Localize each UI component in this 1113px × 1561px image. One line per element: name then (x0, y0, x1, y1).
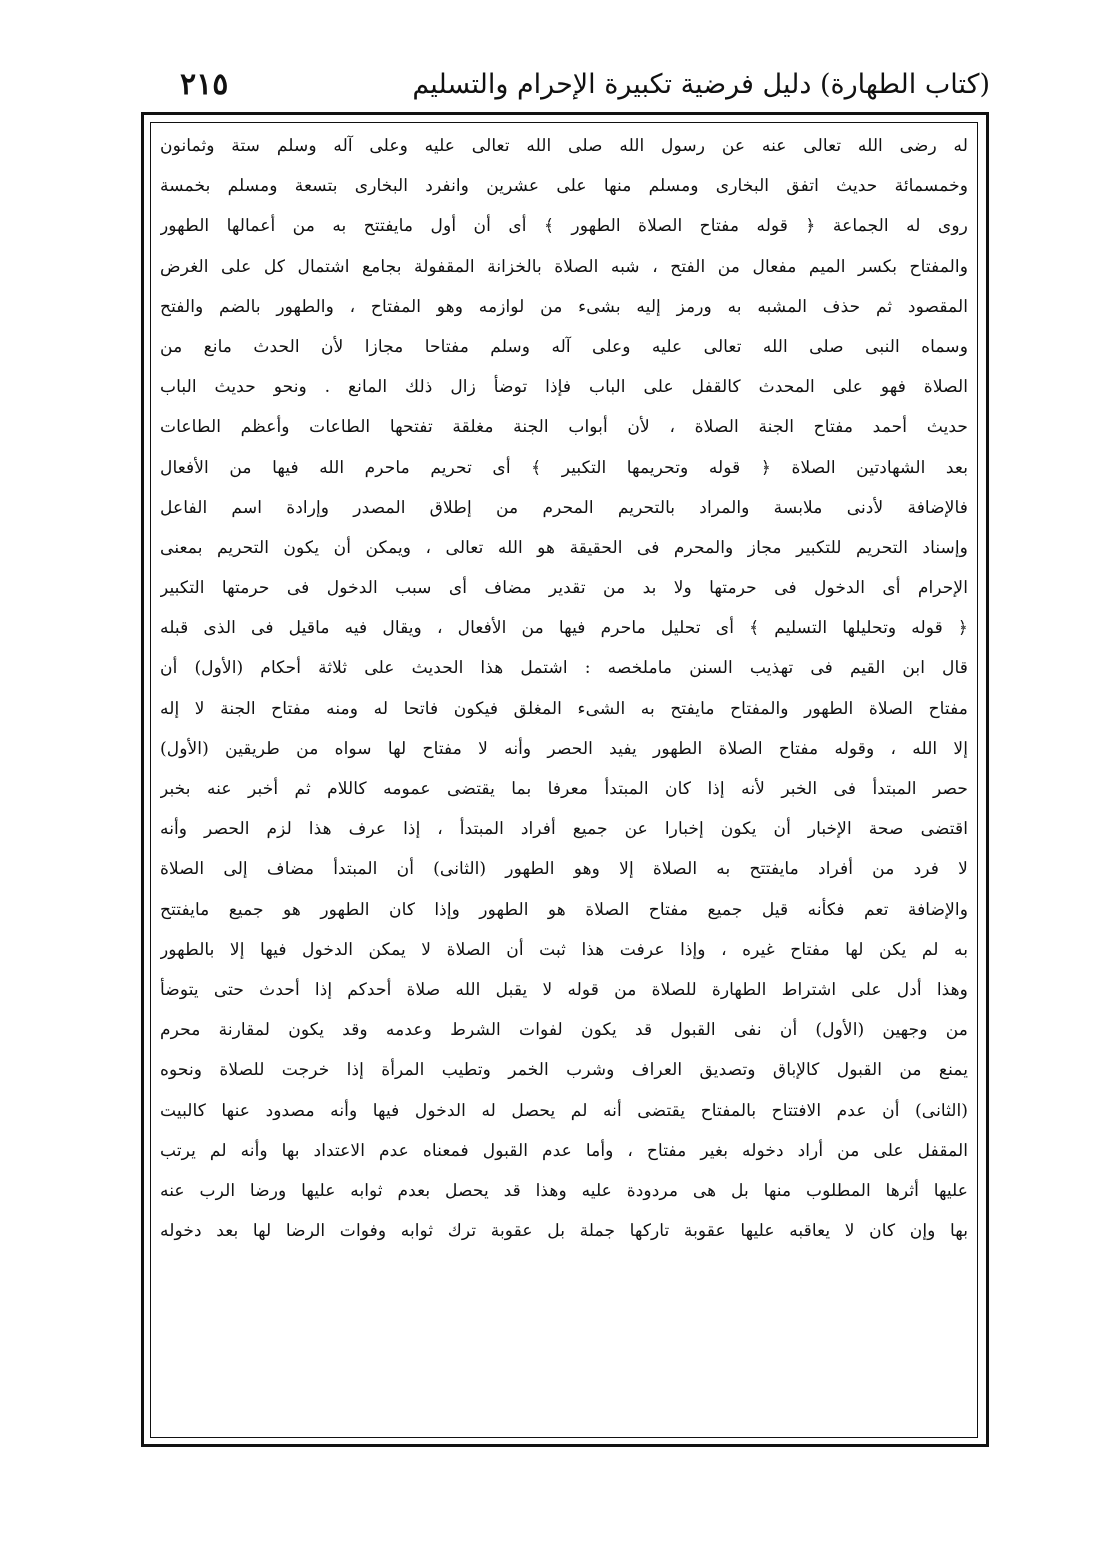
page-number: ٢١٥ (180, 67, 229, 102)
text-line: إلا الله ، وقوله مفتاح الصلاة الطهور يفيد الحصر وأنه لا مفتاح لها سواه من طريقين (الأول) (160, 738, 968, 759)
text-line: (الثانى) أن عدم الافتتاح بالمفتاح يقتضى أنه لم يحصل له الدخول فيها وأنه مصدود عنها كالبيت (160, 1100, 968, 1121)
text-line: مفتاح الصلاة الطهور والمفتاح مايفتح به الشىء المغلق فيكون فاتحا له ومنه مفتاح الجنة لا إله (160, 698, 968, 719)
main-text-block (160, 126, 968, 1431)
text-line: وهذا أدل على اشتراط الطهارة للصلاة من قوله لا يقبل الله صلاة أحدكم إذا أحدث حتى يتوضأ (160, 979, 968, 1000)
text-line: من وجهين (الأول) أن نفى القبول قد يكون لفوات الشرط وعدمه وقد يكون لمقارنة محرم (160, 1020, 968, 1041)
text-line: حديث أحمد مفتاح الجنة الصلاة ، لأن أبواب الجنة مغلقة تفتحها الطاعات وأعظم الطاعات (160, 417, 968, 438)
text-line: والإضافة تعم فكأنه قيل جميع مفتاح الصلاة هو الطهور وإذا كان الطهور هو جميع مايفتتح (160, 899, 968, 920)
text-line: بعد الشهادتين الصلاة ﴿ قوله وتحريمها التكبير ﴾ أى تحريم ماحرم الله فيها من الأفعال (160, 457, 968, 478)
text-line: وسماه النبى صلى الله تعالى عليه وعلى آله وسلم مفتاحا مجازا لأن الحدث مانع من (160, 336, 968, 357)
text-line: به لم يكن لها مفتاح غيره ، وإذا عرفت هذا ثبت أن الصلاة لا يمكن الدخول فيها إلا بالطهور (160, 939, 968, 960)
text-line: له رضى الله تعالى عنه عن رسول الله صلى الله تعالى عليه وعلى آله وسلم ستة وثمانون (160, 136, 968, 156)
text-line: المقصود ثم حذف المشبه به ورمز إليه بشىء من لوازمه وهو المفتاح ، والطهور بالضم والفتح (160, 296, 968, 317)
text-line: لا فرد من أفراد مايفتتح به الصلاة إلا وهو الطهور (الثانى) أن المبتدأ مضاف إلى الصلاة (160, 859, 968, 880)
text-line: بها وإن كان لا يعاقبه عليها عقوبة تاركها جملة بل عقوبة ترك ثوابه وفوات الرضا لها بعد دخوله (160, 1221, 968, 1242)
text-line: حصر المبتدأ فى الخبر لأنه إذا كان المبتدأ معرفا بما يقتضى عمومه كاللام ثم أخبر عنه بخبر (160, 779, 968, 799)
text-line: عليها أثرها المطلوب منها بل هى مردودة عليه وهذا قد يحصل بعدم ثوابه عليها ورضا الرب عنه (160, 1180, 968, 1201)
text-line: والمفتاح بكسر الميم مفعال من الفتح ، شبه الصلاة بالخزانة المقفولة بجامع اشتمال كل على الغرض (160, 256, 968, 277)
running-title: (كتاب الطهارة) دليل فرضية تكبيرة الإحرام والتسليم (412, 69, 990, 100)
text-line: الصلاة فهو على المحدث كالقفل على الباب فإذا توضأ زال ذلك المانع . ونحو حديث الباب (160, 377, 968, 398)
text-line: المقفل على من أراد دخوله بغير مفتاح ، وأما عدم القبول فمعناه عدم الاعتداد بها وأنه لم يرتب (160, 1140, 968, 1161)
text-line: اقتضى صحة الإخبار أن يكون إخبارا عن جميع أفراد المبتدأ ، إذا عرف هذا لزم الحصر وأنه (160, 819, 968, 840)
text-line: فالإضافة لأدنى ملابسة والمراد بالتحريم المحرم من إطلاق المصدر وإرادة اسم الفاعل (160, 497, 968, 518)
text-line: وخمسمائة حديث اتفق البخارى ومسلم منها على عشرين وانفرد البخارى بتسعة ومسلم بخمسة (160, 176, 968, 197)
text-line: يمنع من القبول كالإباق وتصديق العراف وشرب الخمر وتطيب المرأة إذا خرجت للصلاة ونحوه (160, 1060, 968, 1081)
text-line: وإسناد التحريم للتكبير مجاز والمحرم فى الحقيقة هو الله تعالى ، ويمكن أن يكون التحريم بمعنى (160, 537, 968, 558)
text-line: قال ابن القيم فى تهذيب السنن ماملخصه : اشتمل هذا الحديث على ثلاثة أحكام (الأول) أن (160, 658, 968, 679)
text-line: روى له الجماعة ﴿ قوله مفتاح الصلاة الطهور ﴾ أى أن أول مايفتتح به من أعمالها الطهور (160, 216, 968, 237)
text-line: ﴿ قوله وتحليلها التسليم ﴾ أى تحليل ماحرم فيها من الأفعال ، ويقال فيه ماقيل فى الذى قبله (160, 618, 968, 639)
page-header (140, 60, 990, 110)
text-line: الإحرام أى الدخول فى حرمتها ولا بد من تقدير مضاف أى سبب الدخول فى حرمتها التكبير (160, 578, 968, 599)
